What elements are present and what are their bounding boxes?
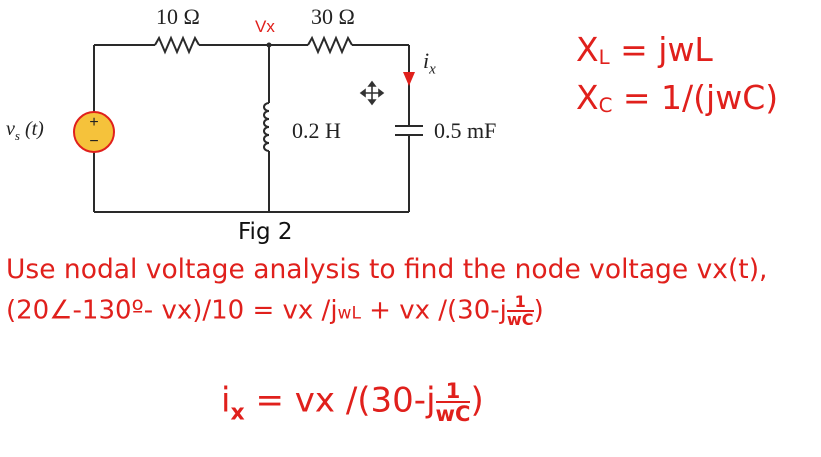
nodal-equation xyxy=(6,294,544,328)
formula-xc-x: X xyxy=(576,78,599,117)
resistor-30-ohm xyxy=(308,38,352,52)
nodal-eq-fraction xyxy=(507,294,534,328)
nodal-eq-close: ) xyxy=(533,295,544,326)
node-vx-label: Vx xyxy=(255,17,275,36)
formula-xc-sub: C xyxy=(598,93,613,117)
source-label-arg: (t) xyxy=(19,118,44,140)
nodal-eq-frac-num: 1 xyxy=(514,292,526,311)
inductor-coil xyxy=(264,103,269,151)
nodal-eq-frac-den: wC xyxy=(506,310,534,330)
ix-equation xyxy=(221,380,484,425)
resistor-30-label: 30 Ω xyxy=(311,4,355,29)
formula-xl-x: X xyxy=(576,30,599,69)
formula-xl-sub: L xyxy=(598,45,610,69)
source-label xyxy=(6,118,44,144)
ix-eq-body: = vx /(30-j xyxy=(255,380,436,421)
figure-caption: Fig 2 xyxy=(238,219,293,245)
source-label-sub: s xyxy=(14,128,20,143)
formula-xc-rest: = 1/(jwC) xyxy=(612,78,779,117)
formula-xl-rest: = jwL xyxy=(609,30,713,69)
ix-eq-i: i xyxy=(221,380,231,421)
current-arrow-icon xyxy=(403,72,415,86)
capacitor-label: 0.5 mF xyxy=(434,118,497,143)
current-ix-i: i xyxy=(423,48,430,73)
ix-eq-fraction xyxy=(435,378,471,427)
instruction-text: Use nodal voltage analysis to find the node voltage vx(t), xyxy=(6,254,768,285)
current-ix-sub: x xyxy=(429,61,436,78)
resistor-10-ohm xyxy=(155,38,199,52)
node-dot xyxy=(267,43,272,48)
source-plus-sign: + xyxy=(89,114,99,131)
ix-eq-frac-num: 1 xyxy=(445,378,461,403)
ix-eq-frac-den: wC xyxy=(435,401,471,427)
source-minus-sign: − xyxy=(89,133,99,150)
ix-eq-sub: x xyxy=(230,400,245,426)
formula-xl xyxy=(576,30,713,69)
nodal-eq-wl: wL xyxy=(337,303,361,324)
current-ix-label xyxy=(423,48,436,78)
resistor-10-label: 10 Ω xyxy=(156,4,200,29)
inductor-label: 0.2 H xyxy=(292,118,341,143)
move-cursor-icon xyxy=(361,82,383,104)
nodal-eq-mid: + vx /(30-j xyxy=(360,295,507,326)
source-label-v: v xyxy=(6,118,15,140)
formula-xc xyxy=(576,78,778,117)
ix-eq-close: ) xyxy=(470,380,484,421)
nodal-eq-left: (20∠-130º- vx)/10 = vx /j xyxy=(6,295,338,326)
